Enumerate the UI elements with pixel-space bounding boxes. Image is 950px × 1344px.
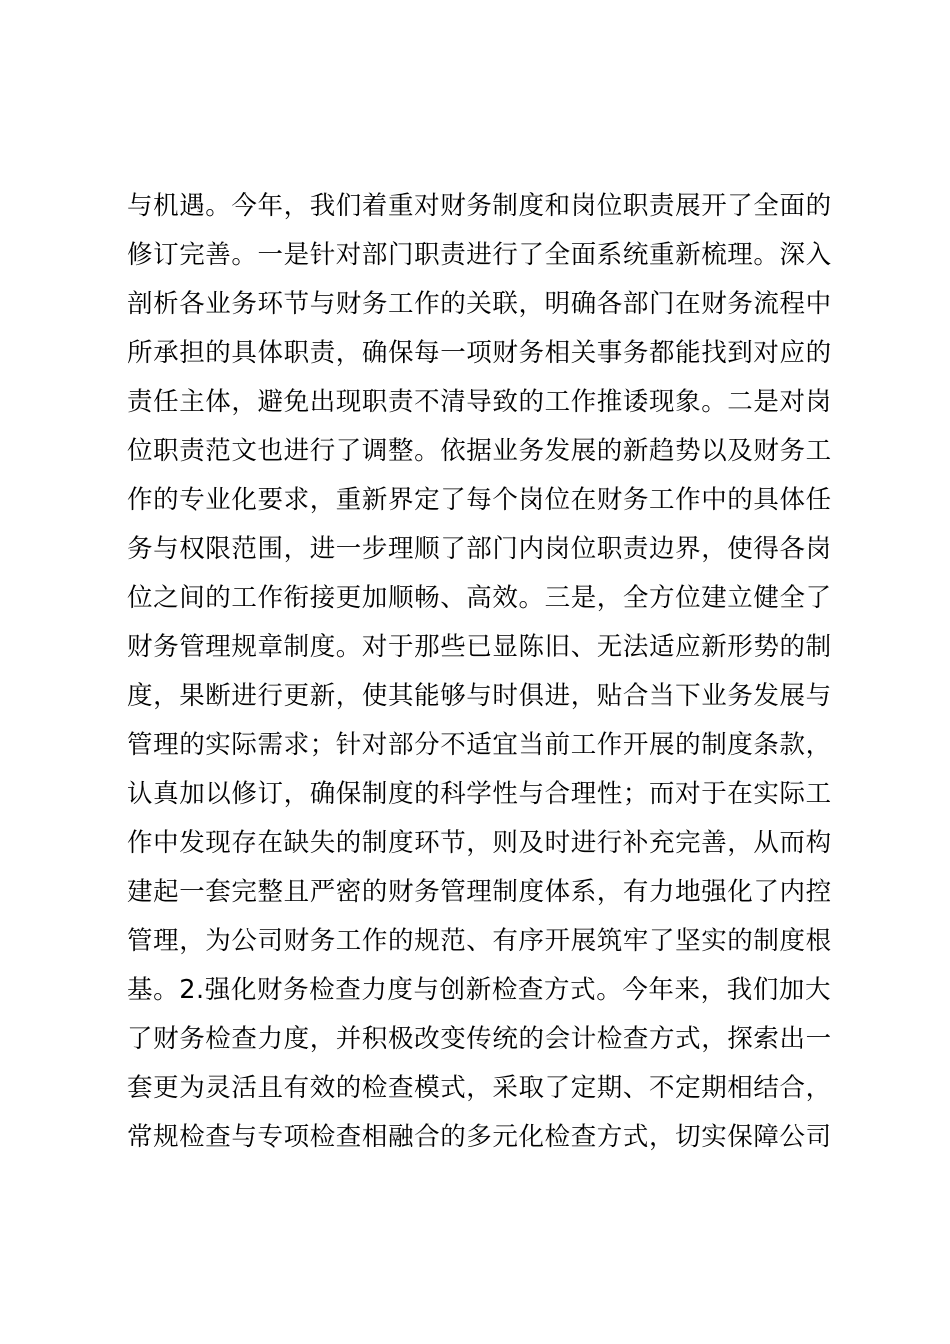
text-line-8: 务与权限范围，进一步理顺了部门内岗位职责边界，使得各岗 xyxy=(127,534,832,564)
text-line-5: 责任主体，避免出现职责不清导致的工作推诿现象。二是对岗 xyxy=(127,387,832,417)
text-line-11: 度，果断进行更新，使其能够与时俱进，贴合当下业务发展与 xyxy=(127,681,832,711)
text-line-20: 常规检查与专项检查相融合的多元化检查方式，切实保障公司 xyxy=(127,1122,832,1152)
text-line-15: 建起一套完整且严密的财务管理制度体系，有力地强化了内控 xyxy=(127,877,832,907)
text-line-14: 作中发现存在缺失的制度环节，则及时进行补充完善，从而构 xyxy=(127,828,832,858)
text-line-18: 了财务检查力度，并积极改变传统的会计检查方式，探索出一 xyxy=(127,1024,832,1054)
text-line-6: 位职责范文也进行了调整。依据业务发展的新趋势以及财务工 xyxy=(127,436,832,466)
text-line-19: 套更为灵活且有效的检查模式，采取了定期、不定期相结合， xyxy=(127,1073,832,1103)
text-line-1: 与机遇。今年，我们着重对财务制度和岗位职责展开了全面的 xyxy=(127,191,832,221)
text-line-10: 财务管理规章制度。对于那些已显陈旧、无法适应新形势的制 xyxy=(127,632,832,662)
text-line-13: 认真加以修订，确保制度的科学性与合理性；而对于在实际工 xyxy=(127,779,832,809)
text-line-2: 修订完善。一是针对部门职责进行了全面系统重新梳理。深入 xyxy=(127,240,832,270)
text-line-7: 作的专业化要求，重新界定了每个岗位在财务工作中的具体任 xyxy=(127,485,832,515)
text-line-3: 剖析各业务环节与财务工作的关联，明确各部门在财务流程中 xyxy=(127,289,832,319)
text-line-17: 基。2.强化财务检查力度与创新检查方式。今年来，我们加大 xyxy=(127,975,832,1005)
text-line-9: 位之间的工作衔接更加顺畅、高效。三是，全方位建立健全了 xyxy=(127,583,832,613)
text-line-16: 管理，为公司财务工作的规范、有序开展筑牢了坚实的制度根 xyxy=(127,926,832,956)
text-line-4: 所承担的具体职责，确保每一项财务相关事务都能找到对应的 xyxy=(127,338,832,368)
text-line-12: 管理的实际需求；针对部分不适宜当前工作开展的制度条款， xyxy=(127,730,832,760)
body-paragraph xyxy=(127,182,847,1162)
